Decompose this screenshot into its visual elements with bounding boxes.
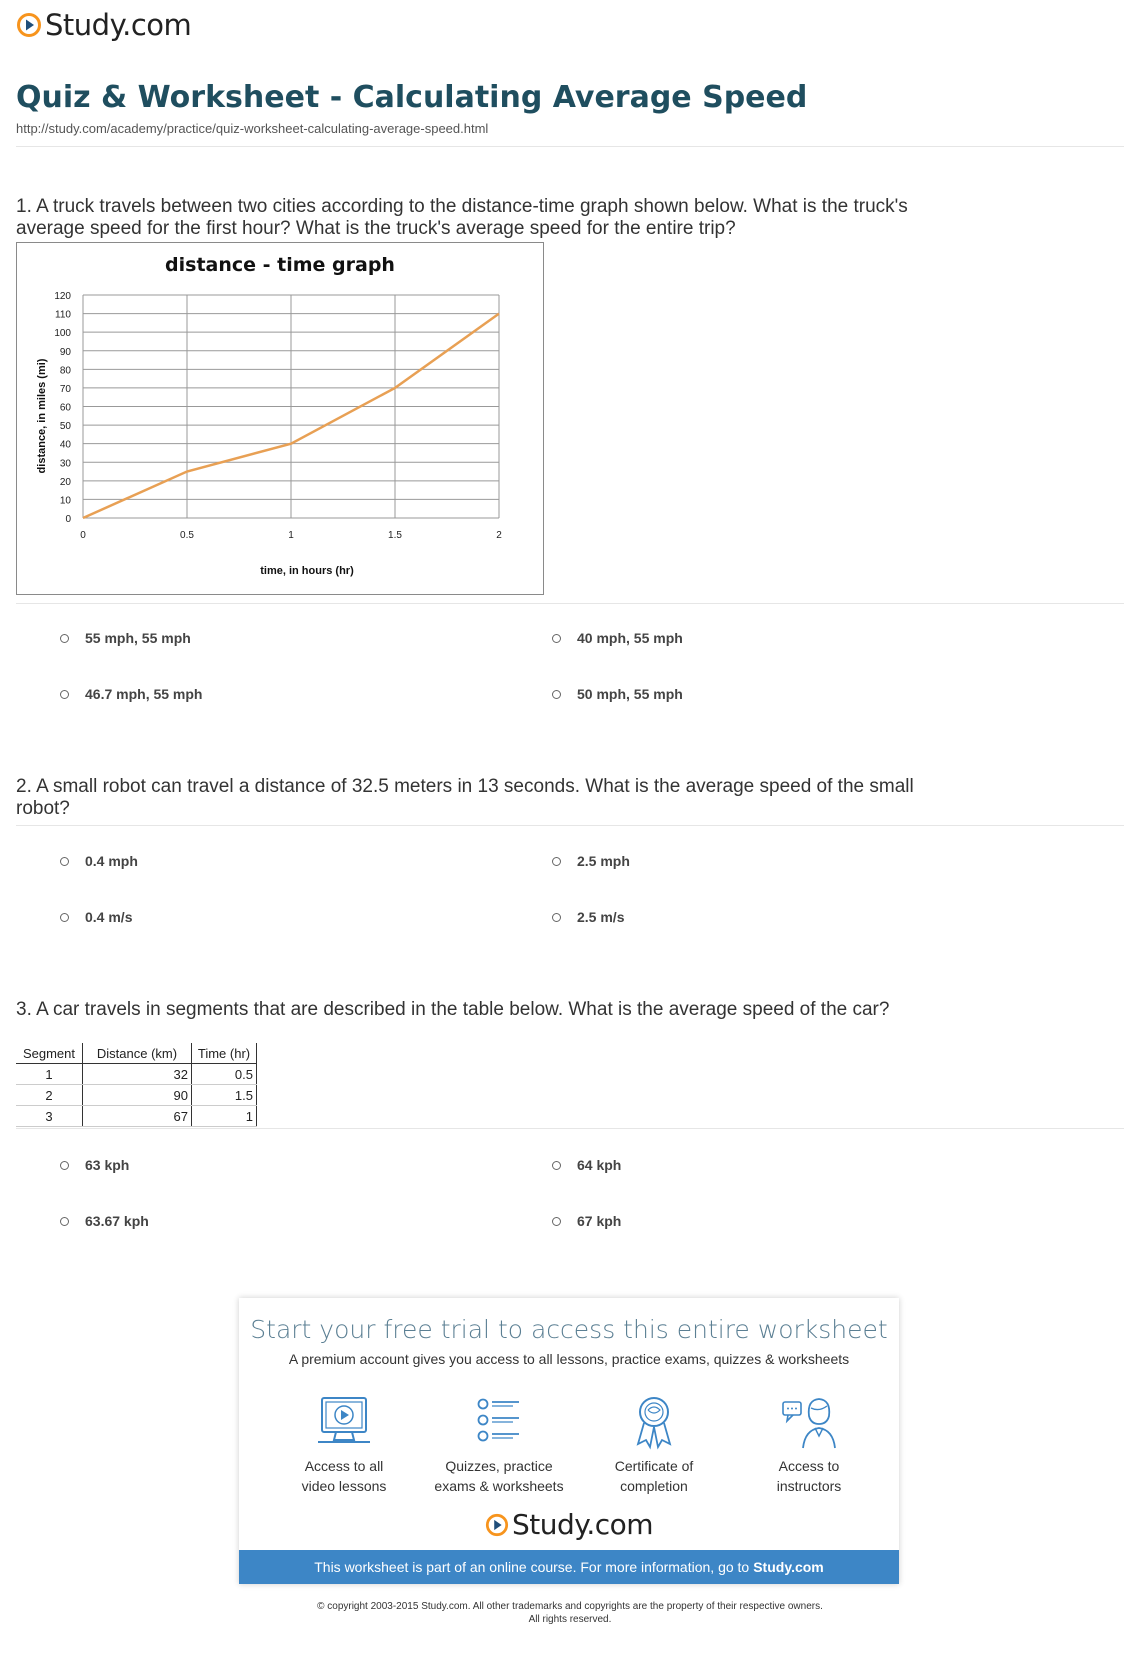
y-tick-label: 0 <box>65 514 71 525</box>
y-tick-label: 100 <box>54 328 71 340</box>
feature-label: Access to all video lessons <box>301 1458 387 1494</box>
table-cell: 2 <box>16 1085 83 1106</box>
option-label: 67 kph <box>577 1213 622 1229</box>
option-label: 46.7 mph, 55 mph <box>85 686 203 702</box>
divider <box>16 1128 1124 1129</box>
q2-option-d[interactable] <box>552 909 624 925</box>
y-tick-label: 10 <box>59 495 71 507</box>
table-cell: 0.5 <box>192 1064 257 1085</box>
x-tick-label: 0.5 <box>180 530 194 541</box>
feature-video-lessons <box>269 1394 419 1496</box>
page-url: http://study.com/academy/practice/quiz-worksheet-calculating-average-speed.html <box>16 121 489 136</box>
option-label: 64 kph <box>577 1157 622 1173</box>
play-logo-icon <box>16 12 42 38</box>
y-tick-label: 80 <box>59 365 71 377</box>
radio-button[interactable] <box>552 857 561 866</box>
table-cell: 1 <box>192 1106 257 1127</box>
radio-button[interactable] <box>60 690 69 699</box>
q3-option-d[interactable] <box>552 1213 621 1229</box>
radio-button[interactable] <box>60 1161 69 1170</box>
option-label: 0.4 mph <box>85 853 138 869</box>
copyright-footer <box>0 1600 1140 1626</box>
radio-button[interactable] <box>60 634 69 643</box>
segment-table <box>16 1043 257 1127</box>
option-label: 63 kph <box>85 1157 130 1173</box>
table-cell: 67 <box>83 1106 192 1127</box>
q1-option-d[interactable] <box>552 686 683 702</box>
q2-option-c[interactable] <box>60 909 132 925</box>
certificate-icon <box>624 1394 684 1450</box>
y-tick-label: 120 <box>54 291 71 302</box>
option-label: 55 mph, 55 mph <box>85 630 191 646</box>
feature-label: Quizzes, practice exams & worksheets <box>434 1458 564 1494</box>
q3-option-b[interactable] <box>552 1157 621 1173</box>
y-tick-label: 40 <box>59 439 71 451</box>
rights-line: All rights reserved. <box>528 1614 612 1625</box>
feature-label: Access to instructors <box>776 1458 842 1494</box>
feature-certificate <box>579 1394 729 1496</box>
radio-button[interactable] <box>552 1217 561 1226</box>
x-axis-label: time, in hours (hr) <box>260 565 354 577</box>
y-tick-label: 30 <box>59 458 71 470</box>
table-cell: 90 <box>83 1085 192 1106</box>
q1-option-c[interactable] <box>60 686 202 702</box>
divider <box>16 825 1124 826</box>
y-tick-label: 60 <box>59 402 71 414</box>
promo-subtitle: A premium account gives you access to all lessons, practice exams, quizzes & worksheets <box>288 1351 850 1367</box>
chart-svg <box>17 243 543 594</box>
video-lesson-icon <box>314 1394 374 1450</box>
radio-button[interactable] <box>552 1161 561 1170</box>
x-tick-label: 2 <box>496 530 502 541</box>
feature-quizzes <box>424 1394 574 1496</box>
option-label: 63.67 kph <box>85 1213 149 1229</box>
instructor-icon <box>779 1394 839 1450</box>
divider <box>16 146 1124 147</box>
radio-button[interactable] <box>552 913 561 922</box>
table-header: Segment <box>16 1043 83 1064</box>
feature-label: Certificate of completion <box>614 1458 694 1494</box>
table-header-row <box>16 1043 257 1064</box>
q1-option-b[interactable] <box>552 630 683 646</box>
option-label: 50 mph, 55 mph <box>577 686 683 702</box>
y-tick-label: 50 <box>59 421 71 433</box>
table-cell: 32 <box>83 1064 192 1085</box>
q2-option-b[interactable] <box>552 853 630 869</box>
logo-text: Study.com <box>511 1508 654 1541</box>
table-cell: 1.5 <box>192 1085 257 1106</box>
course-info-bar <box>239 1550 899 1584</box>
question-1-text: 1. A truck travels between two cities according to the distance-time graph shown below. What is the truck's average speed for the first hour? What is the truck's average speed for the entire trip? <box>16 196 908 239</box>
table-header: Distance (km) <box>83 1043 192 1064</box>
study-logo[interactable] <box>16 8 191 42</box>
divider <box>16 603 1124 604</box>
table-header: Time (hr) <box>192 1043 257 1064</box>
y-axis-label: distance, in miles (mi) <box>36 358 48 474</box>
q3-option-c[interactable] <box>60 1213 149 1229</box>
q3-option-a[interactable] <box>60 1157 129 1173</box>
quiz-list-icon <box>469 1394 529 1450</box>
y-tick-label: 90 <box>59 346 71 358</box>
option-label: 2.5 m/s <box>577 909 625 925</box>
copyright-line: © copyright 2003-2015 Study.com. All other trademarks and copyrights are the property of their respective owners. <box>317 1601 823 1612</box>
table-row <box>16 1064 257 1085</box>
table-row <box>16 1106 257 1127</box>
table-row <box>16 1085 257 1106</box>
x-tick-label: 0 <box>80 530 86 541</box>
logo-text: Study.com <box>45 8 192 42</box>
free-trial-promo[interactable] <box>239 1298 899 1584</box>
page-title: Quiz & Worksheet - Calculating Average Speed <box>16 80 808 115</box>
radio-button[interactable] <box>60 1217 69 1226</box>
radio-button[interactable] <box>552 634 561 643</box>
question-2-text: 2. A small robot can travel a distance of 32.5 meters in 13 seconds. What is the average speed of the small robot? <box>16 776 914 819</box>
promo-logo[interactable] <box>239 1508 899 1541</box>
q1-option-a[interactable] <box>60 630 191 646</box>
q2-option-a[interactable] <box>60 853 138 869</box>
question-3-text: 3. A car travels in segments that are described in the table below. What is the average speed of the car? <box>16 999 890 1020</box>
radio-button[interactable] <box>60 913 69 922</box>
option-label: 40 mph, 55 mph <box>577 630 683 646</box>
table-cell: 3 <box>16 1106 83 1127</box>
y-tick-label: 20 <box>59 476 71 488</box>
distance-time-chart <box>16 242 544 595</box>
chart-title: distance - time graph <box>165 254 395 276</box>
feature-instructors <box>734 1394 884 1496</box>
option-label: 0.4 m/s <box>85 909 133 925</box>
radio-button[interactable] <box>552 690 561 699</box>
table-cell: 1 <box>16 1064 83 1085</box>
promo-title[interactable]: Start your free trial to access this entire worksheet <box>250 1315 888 1344</box>
option-label: 2.5 mph <box>577 853 630 869</box>
radio-button[interactable] <box>60 857 69 866</box>
study-link[interactable]: Study.com <box>753 1559 824 1575</box>
y-tick-label: 70 <box>59 383 71 395</box>
bar-text: This worksheet is part of an online course. For more information, go to <box>314 1559 750 1575</box>
y-tick-label: 110 <box>55 309 71 321</box>
x-tick-label: 1.5 <box>388 530 402 541</box>
x-tick-label: 1 <box>288 530 294 541</box>
play-logo-icon <box>485 1513 509 1537</box>
